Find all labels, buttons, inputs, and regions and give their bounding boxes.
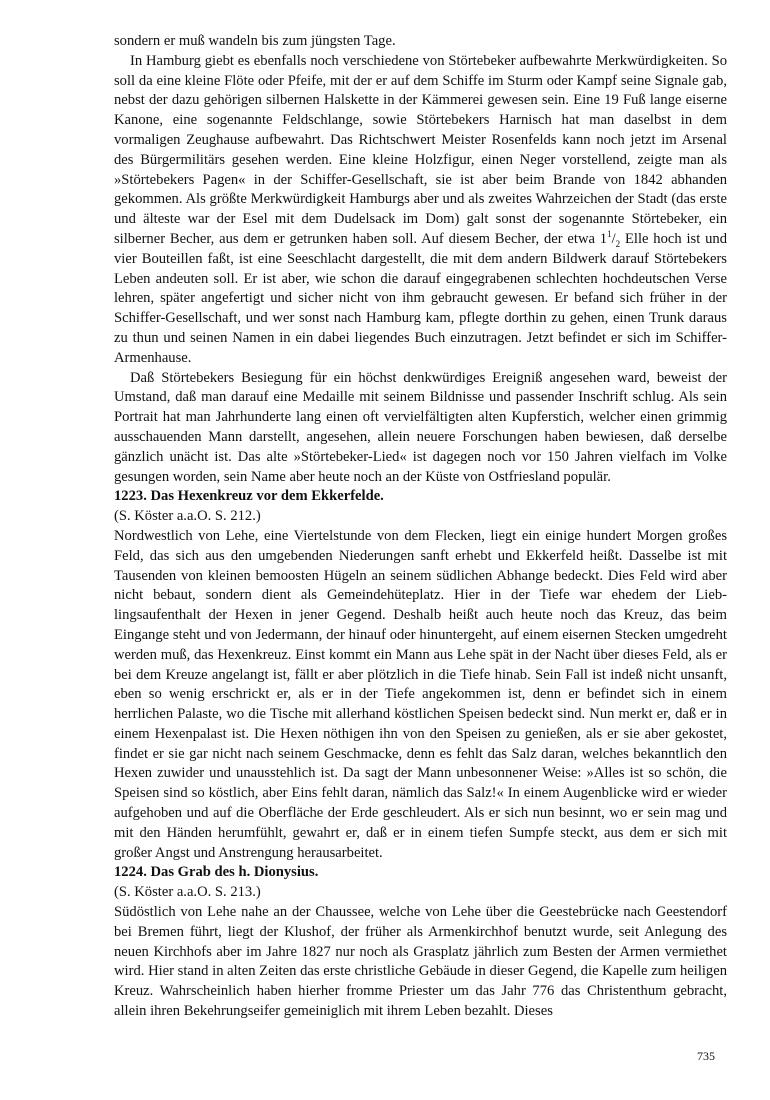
section-source-1224: (S. Köster a.a.O. S. 213.) xyxy=(114,884,261,901)
page-content xyxy=(114,32,727,1022)
fraction-whole: 1 xyxy=(599,230,608,247)
fraction-denominator: 2 xyxy=(615,238,621,249)
continuation-text: sondern er muß wandeln bis zum jüngsten Tage. xyxy=(114,33,396,49)
fraction-numerator: 1 xyxy=(607,229,612,240)
paragraph-hamburg-text-b: Elle hoch ist und vier Bouteillen faßt, ist eine Seeschlacht dargestellt, die mit dem andern Bildwerk darauf Störtebekers Leben andeuten soll. Er ist aber, wie schon die darauf eingegrabenen schlechten hochdeutschen Verse lehren, später angefertigt und sicher nicht von ihm gebraucht gewesen. Er befand sich früher in der Schiffer-Gesellschaft, und wer sonst nach Hamburg kam, pflegte dorthin zu gehen, einen Trunk daraus zu thun und seinen Namen in ein dabei liegendes Buch einzutragen. Jetzt befindet er sich im Schiffer-Armenhause. xyxy=(114,230,727,366)
paragraph-hamburg-text-a: In Hamburg giebt es ebenfalls noch verschiedene von Störtebeker aufbewahrte Merkwürdigkeiten. So soll da eine kleine Flöte oder Pfeife, mit der er auf dem Schiffe im Sturm oder Kampf seine Signale gab, nebst der dazu gehörigen silbernen Halskette in der Kämmerei gewesen sein. Eine 19 Fuß lange eiserne Kanone, eine sogenannte Feldschlange, sowie Störtebekers Harnisch hat man daselbst in dem vormaligen Zeughause aufbewahrt. Das Richtschwert Meister Rosenfelds kann noch jetzt im Arsenal des Bürgermilitärs gesehen werden. Eine kleine Holzfigur, einen Neger vorstellend, zeigte man als »Störtebekers Pagen« in der Schiffer-Gesellschaft, sie ist aber beim Brande von 1842 abhanden gekommen. Als größte Merkwürdigkeit Hamburgs aber und als zweites Wahrzeichen der Stadt (das erste und älteste war der Esel mit dem Dudelsack im Dom) galt sonst der sogenannte Störtebeker, ein silberner Becher, aus dem er getrunken haben soll. Auf diesem Becher, der etwa xyxy=(114,52,727,247)
paragraph-hamburg xyxy=(114,52,727,369)
section-source-1223: (S. Köster a.a.O. S. 212.) xyxy=(114,508,261,525)
paragraph-besiegung: Daß Störtebekers Besiegung für ein höchst denkwürdiges Ereigniß angesehen ward, beweist der Umstand, daß man darauf eine Medaille mit seinem Bildnisse und passender Inschrift schlug. Als sein Portrait hat man Jahrhunderte lang einen oft vervielfältigten alten Kupferstich, welcher einen grimmig ausschauenden Mann darstellt, angesehen, allein neuere Forschungen haben bewiesen, daß derselbe gänzlich unächt ist. Das alte »Störtebeker-Lied« ist dagegen noch vor 150 Jahren vielfach im Volke gesungen worden, sein Name aber heute noch an der Küste von Ostfriesland populär. xyxy=(114,369,727,485)
section-title-1223: 1223. Das Hexenkreuz vor dem Ekkerfelde. xyxy=(114,488,384,505)
section-title-1224: 1224. Das Grab des h. Dionysius. xyxy=(114,864,319,881)
section-body-1224: Südöstlich von Lehe nahe an der Chaussee, welche von Lehe über die Geestebrücke nach Geestendorf bei Bremen führt, liegt der Klushof, der früher als Armenkirchhof benutzt wurde, seit Anlegung des neuen Kirchhofs aber im Jahre 1827 nur noch als Grasplatz jährlich zum Besten der Armen vermiethet wird. Hier stand in alten Zeiten das erste christliche Gebäude in dieser Gegend, die Kapelle zum heiligen Kreuz. Wahrscheinlich haben hierher fromme Priester um das Jahr 776 das Christenthum gebracht, allein ihren Bekehrungseifer gemeiniglich mit ihrem Leben bezahlt. Dieses xyxy=(114,904,727,1020)
section-body-1223: Nordwestlich von Lehe, eine Viertelstunde von dem Flecken, liegt ein einige hundert Morgen großes Feld, das sich aus den umgebenden Niederungen sanft erhebt und Ekkerfeld heißt. Dasselbe ist mit Tausenden von kleinen bemoosten Hügeln an seinem südlichen Abhange bedeckt. Dies Feld wird aber nicht bebaut, sondern dient als Gemeindehüteplatz. Hier in der Tiefe war ehedem der Lieblingsaufenthalt der Hexen in jener Gegend. Deshalb heißt auch heute noch das Kreuz, das beim Eingange steht und von Jedermann, der hinauf oder hinuntergeht, auf einem eisernen Stecken umgedreht werden muß, das Hexenkreuz. Einst kommt ein Mann aus Lehe spät in der Nacht über dieses Feld, als er bei dem Kreuze angelangt ist, fällt er aber plötzlich in die Tiefe hinab. Sein Fall ist indeß nicht unsanft, eben so wenig erschrickt er, als er in der Tiefe angekommen ist, denn er befindet sich in einem herrlichen Palaste, wo die Tische mit allerhand köstlichen Speisen bedeckt sind. Nun merkt er, daß er in einem Hexenpalast ist. Die Hexen nöthigen ihn von den Speisen zu genießen, als er sie aber gekostet, findet er sie gar nicht nach seinem Geschmacke, denn es fehlt das Salz daran, welches bekanntlich den Hexen zuwider und unausstehlich ist. Da sagt der Mann unbesonnener Weise: »Alles ist so schön, die Speisen sind so köstlich, aber Eins fehlt daran, nämlich das Salz!« In einem Augenblicke wird er wieder aufgehoben und auf die Oberfläche der Erde geschleudert. Als er sich nun besinnt, wo er sein mag und mit den Händen herumfühlt, gewahrt er, daß er in einem tiefen Sumpfe steckt, aus dem er sich mit großer Angst und Anstrengung herausarbeitet. xyxy=(114,527,727,861)
fraction-slash: / xyxy=(611,230,616,247)
page-number: 735 xyxy=(697,1049,715,1063)
